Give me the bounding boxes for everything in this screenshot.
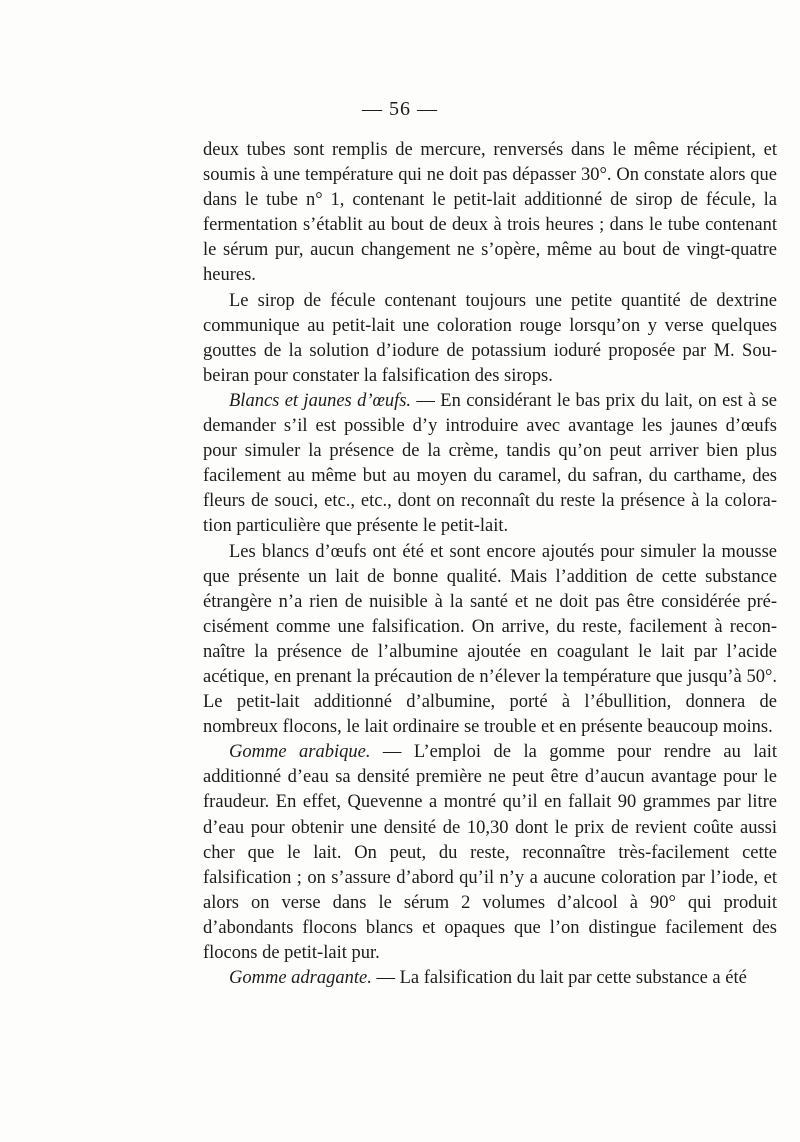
section-heading-gomme-arabique: Gomme arabique. [229,742,371,763]
paragraph-1 [203,138,777,289]
paragraph-text: — En considérant le bas prix du lait, on est à se demander s’il est possible d’y introduire avec avantage les jaunes d’œufs pour simuler la présence de la crème, tandis qu’on peut arriver bien plus facilement au même but au moyen du caramel, du safran, du carthame, des fleurs de souci, etc., etc., dont on reconnaît du reste la présence à la coloration particulière que présente le petit-lait. [203,390,777,537]
page-number: — 56 — [362,98,438,120]
paragraph-text: — L’emploi de la gomme pour rendre au lait additionné d’eau sa densité première ne peut être d’aucun avantage pour le fraudeur. En effet, Quevenne a montré qu’il en fallait 90 grammes par litre d’eau pour obtenir une densité de 10,30 dont le prix de revient coûte aussi cher que le lait. On peut, du reste, reconnaître très-facilement cette falsification ; on s’assure d’abord qu’il n’y a aucune coloration par l’iode, et alors on verse dans le sérum 2 volumes d’alcool à 90° qui produit d’abondants flocons blancs et opaques que l’on distingue facilement des flocons de petit-lait pur. [203,742,777,963]
paragraph-text: deux tubes sont remplis de mercure, renversés dans le même récipient, et soumis à une température qui ne doit pas dépasser 30°. On constate alors que dans le tube n° 1, contenant le petit-lait additionné de sirop de fécule, la fermentation s’établit au bout de deux à trois heures ; dans le tube contenant le sérum pur, aucun changement ne s’opère, même au bout de vingt-quatre heures. [203,140,777,286]
paragraph-6 [203,966,777,991]
paragraph-5 [203,740,777,966]
paragraph-text: Le sirop de fécule contenant toujours une petite quantité de dextrine communique au petit-lait une coloration rouge lorsqu’on y verse quelques gouttes de la solution d’iodure de potassium ioduré proposée par M. Soubeiran pour constater la falsification des sirops. [203,290,777,386]
paragraph-2 [203,289,777,389]
section-heading-blancs-jaunes: Blancs et jaunes d’œufs. [229,390,412,411]
section-heading-gomme-adragante: Gomme adragante. [229,968,372,989]
paragraph-text: — La falsification du lait par cette substance a été [371,968,747,989]
paragraph-text: Les blancs d’œufs ont été et sont encore ajoutés pour simuler la mousse que présente un lait de bonne qualité. Mais l’addition de cette substance étrangère n’a rien de nuisible à la santé et ne doit pas être considérée précisément comme une falsification. On arrive, du reste, facilement à reconnaître la présence de l’albumine ajoutée en coagulant le lait par l’acide acétique, en prenant la précaution de n’élever la température que jusqu’à 50°. Le petit-lait additionné d’albumine, porté à l’ébullition, donnera de nombreux flocons, le lait ordinaire se trouble et en présente beaucoup moins. [203,541,777,738]
paragraph-4 [203,540,777,741]
paragraph-3 [203,389,777,540]
body-text [203,138,777,991]
